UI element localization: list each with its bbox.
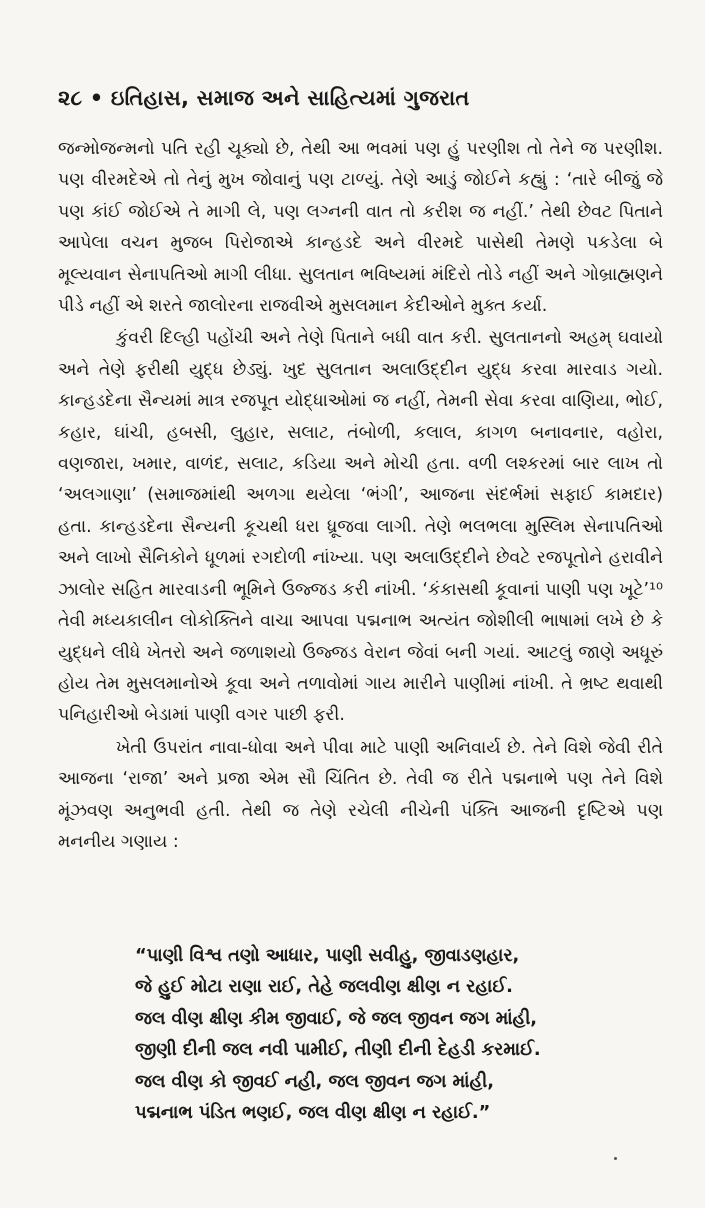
verse-line: જે હુઈ મોટા રાણા રાઈ, તેહે જલવીણ ક્ષીણ ન રહાઈ. [135, 976, 513, 998]
verse-line: જલ વીણ કો જીવઈ નહી, જલ જીવન જગ માંહી, [135, 1070, 494, 1092]
paragraph: કુંવરી દિલ્હી પહોંચી અને તેણે પિતાને બધી વાત કરી. સુલતાનનો અહમ્ ઘવાયો અને તેણે ફરીથી યુદ્ધ છેડ્યું. ખુદ સુલતાન અલાઉદ્દીન યુદ્ધ કરવા મારવાડ ગયો. કાન્હડદેના સૈન્યમાં માત્ર રજપૂત યોદ્ધાઓમાં જ નહીં, તેમની સેવા કરવા વાણિયા, ભોઈ, કહાર, ઘાંચી, હબસી, લુહાર, સલાટ, તંબોળી, કલાલ, કાગળ બનાવનાર, વહોરા, વણજારા, ખમાર, વાળંદ, સલાટ, કડિયા અને મોચી હતા. વળી લશ્કરમાં બાર લાખ તો ‘અલગાણા’ (સમાજમાંથી અળગા થયેલા ‘ભંગી’, આજના સંદર્ભમાં સફાઈ કામદાર) હતા. કાન્હડદેના સૈન્યની કૂચથી ધરા ધ્રૂજવા લાગી. તેણે ભલભલા મુસ્લિમ સેનાપતિઓ અને લાખો સૈનિકોને ધૂળમાં રગદોળી નાંખ્યા. પણ અલાઉદ્દીને છેવટે રજપૂતોને હરાવીને ઝાલોર સહિત મારવાડની ભૂમિને ઉજ્જડ કરી નાંખી. ‘કંકાસથી કૂવાનાં પાણી પણ ખૂટે’¹⁰ તેવી મધ્યકાલીન લોકોક્તિને વાચા આપવા પદ્મનાભ અત્યંત જોશીલી ભાષામાં લખે છે કે યુદ્ધને લીધે ખેતરો અને જળાશયો ઉજ્જડ વેરાન જેવાં બની ગયાં. આટલું જાણે અધૂરું હોય તેમ મુસલમાનોએ કૂવા અને તળાવોમાં ગાય મારીને પાણીમાં નાંખી. તે ભ્રષ્ટ થવાથી પનિહારીઓ બેડામાં પાણી વગર પાછી ફરી. [58, 328, 663, 726]
page-speck [614, 1157, 617, 1160]
verse-block [135, 940, 655, 1128]
running-header: ૨૮ • ઇતિહાસ, સમાજ અને સાહિત્યમાં ગુજરાત [58, 86, 470, 110]
verse-line: જીણી દીની જલ નવી પામીઈ, તીણી દીની દેહડી કરમાઈ. [135, 1039, 541, 1061]
body-text [58, 134, 663, 858]
paragraph: જન્મોજન્મનો પતિ રહી ચૂક્યો છે, તેથી આ ભવમાં પણ હું પરણીશ તો તેને જ પરણીશ. પણ વીરમદેએ તો તેનું મુખ જોવાનું પણ ટાળ્યું. તેણે આડું જોઈને કહ્યું : ‘તારે બીજું જે પણ કાંઈ જોઈએ તે માગી લે, પણ લગ્નની વાત તો કરીશ જ નહીં.’ તેથી છેવટ પિતાને આપેલા વચન મુજબ પિરોજાએ કાન્હડદે અને વીરમદે પાસેથી તેમણે પકડેલા બે મૂલ્યવાન સેનાપતિઓ માગી લીધા. સુલતાન ભવિષ્યમાં મંદિરો તોડે નહીં અને ગોબ્રાહ્મણને પીડે નહીં એ શરતે જાલોરના રાજવીએ મુસલમાન કેદીઓને મુક્ત કર્યા. [58, 139, 663, 317]
verse-line: જલ વીણ ક્ષીણ કીમ જીવાઈ, જે જલ જીવન જગ માંહી, [135, 1007, 538, 1029]
paragraph: ખેતી ઉપરાંત નાવા-ધોવા અને પીવા માટે પાણી અનિવાર્ય છે. તેને વિશે જેવી રીતે આજના ‘રાજા’ અને પ્રજા એમ સૌ ચિંતિત છે. તેવી જ રીતે પદ્મનાભે પણ તેને વિશે મૂંઝવણ અનુભવી હતી. તેથી જ તેણે રચેલી નીચેની પંક્તિ આજની દૃષ્ટિએ પણ મનનીય ગણાય : [58, 737, 663, 852]
verse-line: પદ્મનાભ પંડિત ભણઈ, જલ વીણ ક્ષીણ ન રહાઈ.” [135, 1102, 491, 1124]
verse-line: “પાણી વિશ્વ તણો આધાર, પાણી સવીહુ, જીવાડણહાર, [135, 945, 520, 966]
